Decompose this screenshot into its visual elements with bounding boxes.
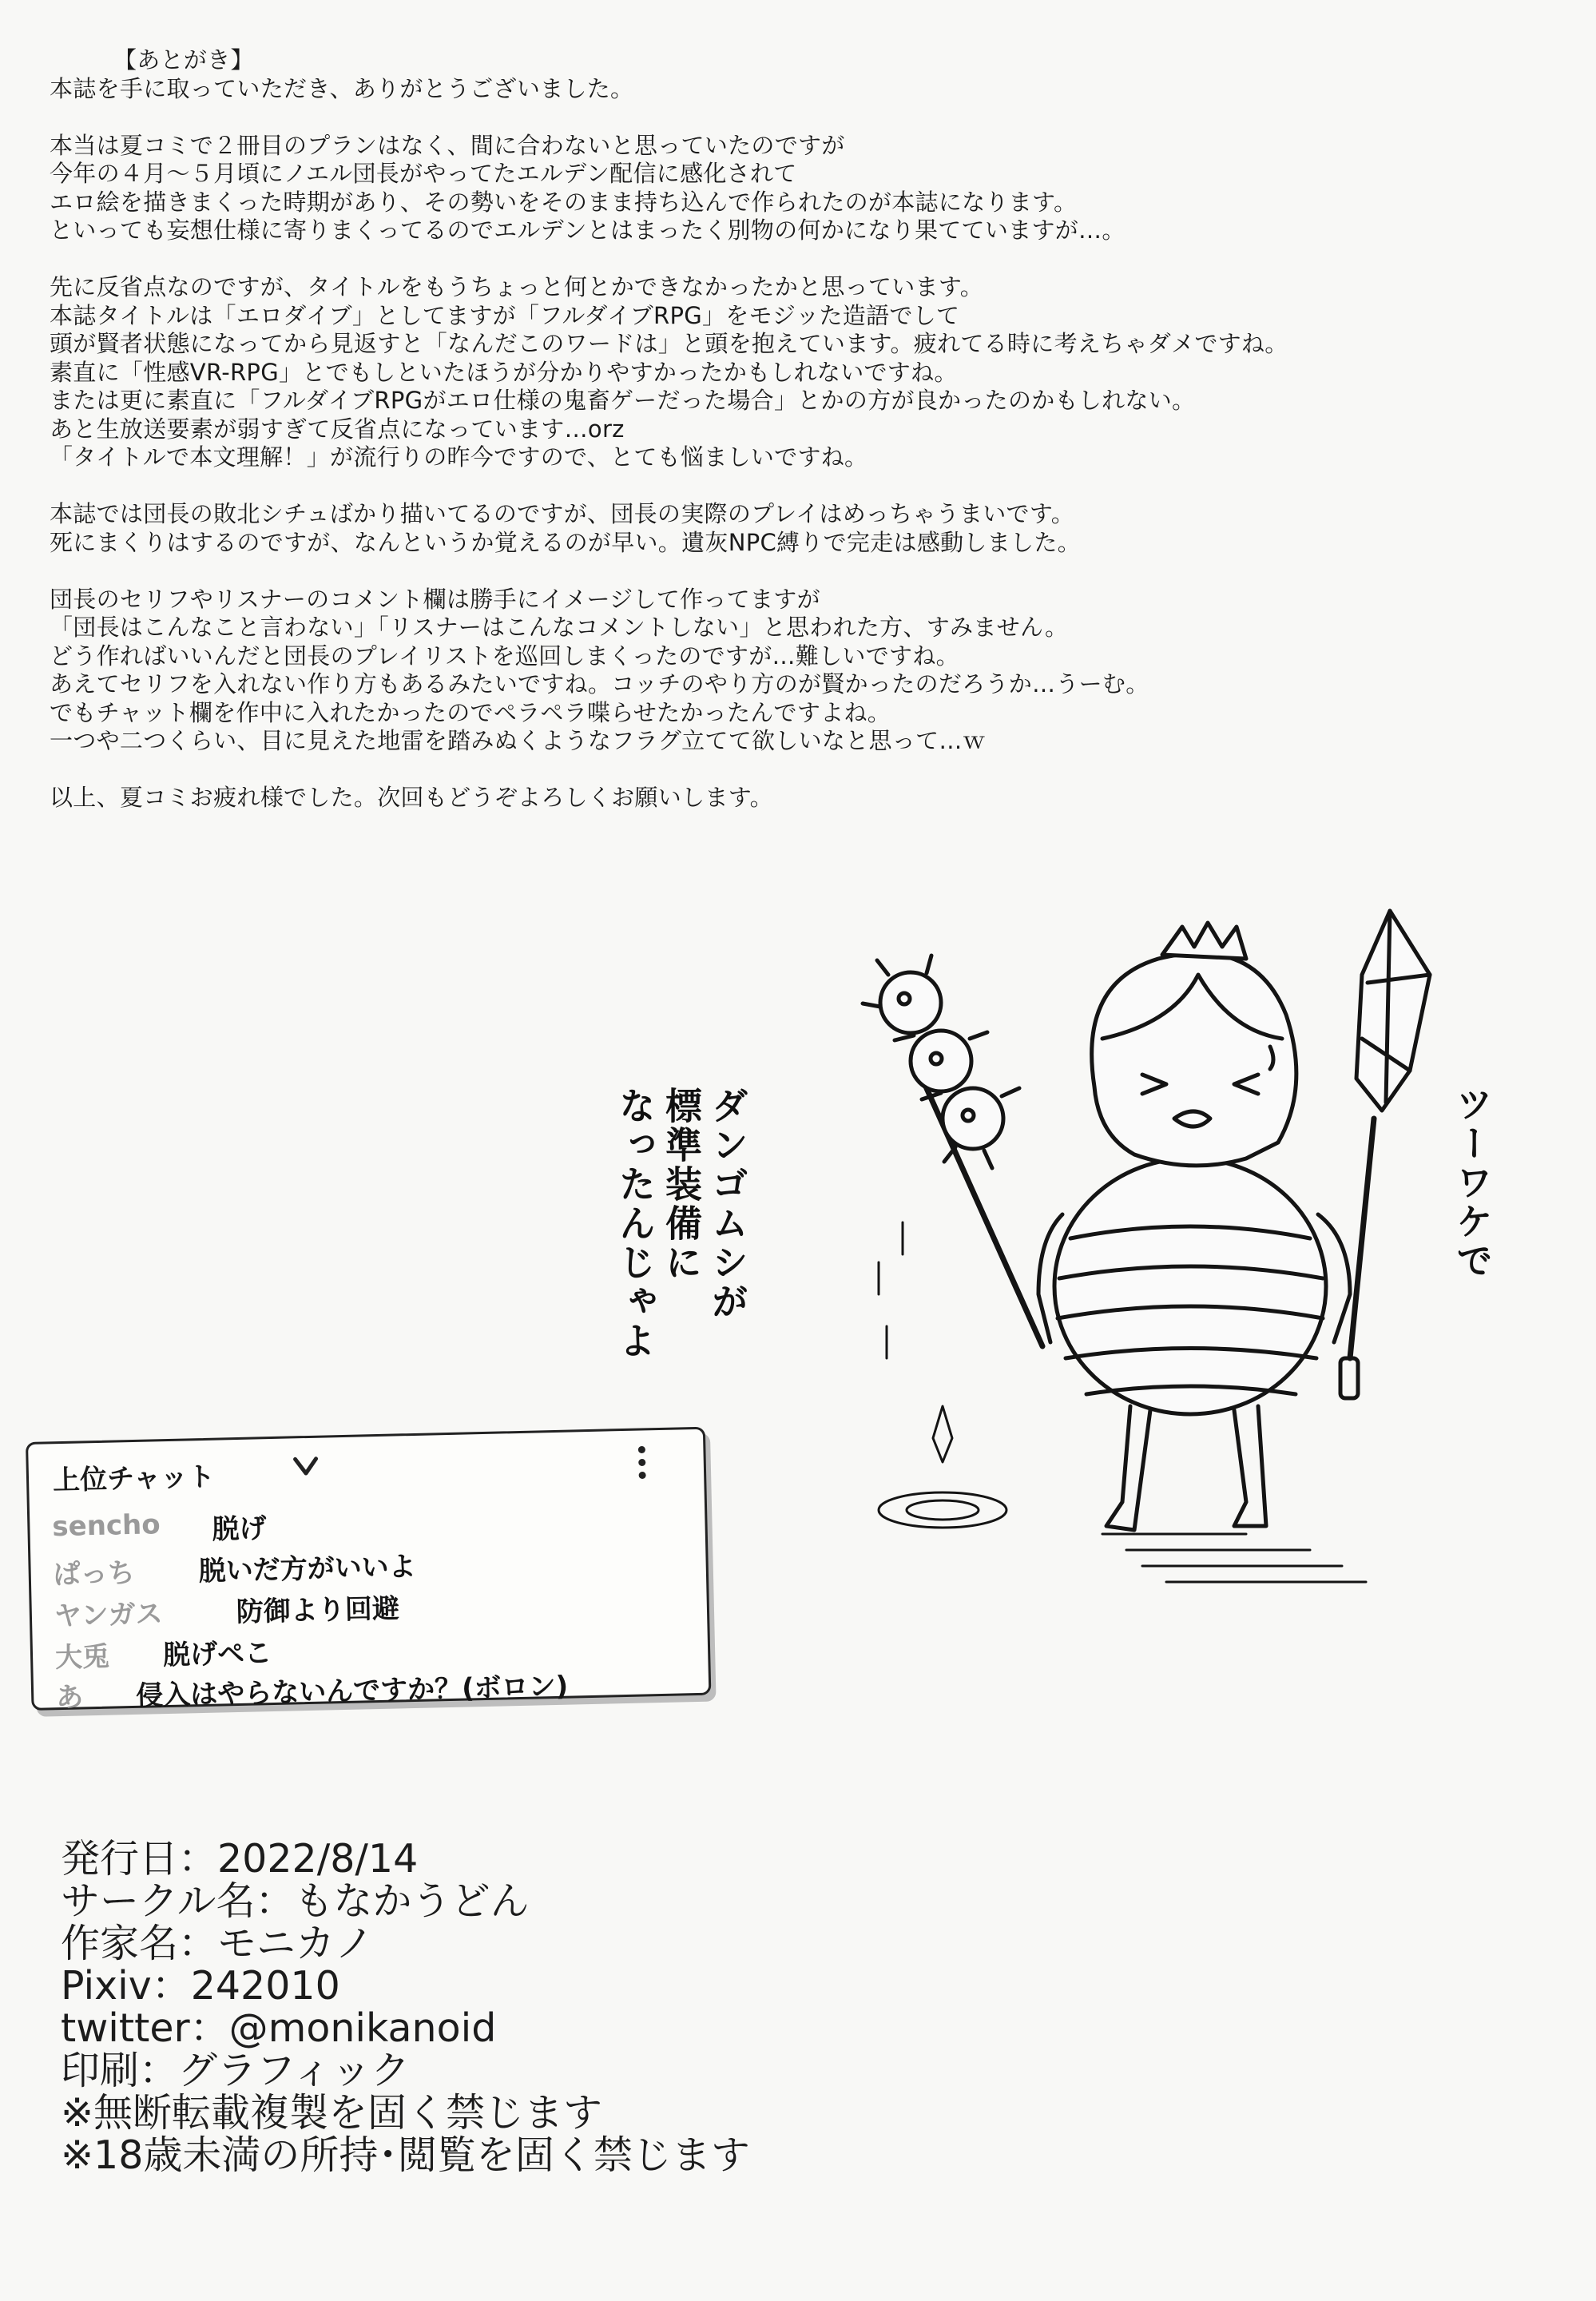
chat-message-row — [54, 1592, 400, 1633]
chat-message-row — [51, 1508, 267, 1549]
afterword-line: 「団長はこんなこと言わない」「リスナーはこんなコメントしない」と思われた方、すみません。 — [50, 614, 1069, 641]
colophon-line: twitter：@monikanoid — [61, 2005, 497, 2051]
afterword-line: 「タイトルで本文理解！」が流行りの昨今ですので、とても悩ましいですね。 — [50, 443, 868, 471]
speech-text-left — [612, 1087, 751, 1361]
afterword-line: 素直に「性感VR-RPG」とでもしといたほうが分かりやすかったかもしれないですね。 — [50, 358, 958, 386]
afterword-line: 今年の４月～５月頃にノエル団長がやってたエルデン配信に感化されて — [50, 160, 797, 187]
character-head — [1092, 923, 1296, 1166]
afterword-line: 以上、夏コミお疲れ様でした。次回もどうぞよろしくお願いします。 — [50, 784, 773, 811]
afterword-paragraph — [50, 75, 1551, 104]
afterword-line: 団長のセリフやリスナーのコメント欄は勝手にイメージして作ってますが — [50, 585, 820, 613]
chat-message-text: 脱いだ方がいいよ — [198, 1550, 417, 1588]
chat-message-text: 防御より回避 — [236, 1592, 400, 1629]
chat-panel — [26, 1427, 711, 1715]
afterword-line: 本当は夏コミで２冊目のプランはなく、間に合わないと思っていたのですが — [50, 131, 845, 159]
chat-message-row — [53, 1550, 417, 1592]
afterword-line: どう作ればいいんだと団長のプレイリストを巡回しまくったのですが…難しいですね。 — [50, 642, 959, 670]
afterword-line: 頭が賢者状態になってから見返すと「なんだこのワードは」と頭を抱えています。疲れてる時に考えちゃダメですね。 — [50, 330, 1288, 357]
afterword-paragraph — [50, 132, 1551, 245]
afterword-paragraph — [50, 273, 1551, 472]
chat-message-row — [55, 1670, 569, 1715]
afterword-line: 一つや二つくらい、目に見えた地雷を踏みぬくようなフラグ立てて欲しいなと思って…ｗ — [50, 727, 987, 754]
afterword-line: エロ絵を描きまくった時期があり、その勢いをそのまま持ち込んで作られたのが本誌になります。 — [50, 188, 1078, 216]
chat-header-title: 上位チャット — [52, 1460, 216, 1497]
afterword-line: 本誌では団長の敗北シチュばかり描いてるのですが、団長の実際のプレイはめっちゃうまいです。 — [50, 500, 1075, 527]
afterword-line: 本誌を手に取っていただき、ありがとうございました。 — [50, 74, 634, 102]
afterword-line: あと生放送要素が弱すぎて反省点になっています…orz — [50, 415, 625, 443]
chat-username: ヤンガス — [54, 1598, 164, 1633]
speech-line: ダンゴムシが — [706, 1087, 749, 1321]
character-illustration — [799, 879, 1566, 1598]
chat-message-row — [54, 1635, 272, 1675]
colophon-line: 作家名：モニカノ — [61, 1921, 375, 1966]
chat-username: ぱっち — [53, 1556, 136, 1592]
afterword-line: 本誌タイトルは「エロダイブ」としてますが「フルダイブRPG」をモジッた造語でして — [50, 301, 960, 329]
afterword-heading: 【あとがき】 — [113, 46, 254, 74]
dango-club — [863, 956, 1042, 1346]
colophon-line: ※無断転載複製を固く禁じます — [61, 2090, 603, 2136]
speech-line: 標準装備に — [660, 1087, 703, 1282]
afterword-paragraph — [50, 586, 1551, 756]
afterword-line: 死にまくりはするのですが、なんというか覚えるのが早い。遺灰NPC縛りで完走は感動しました。 — [50, 528, 1081, 556]
colophon-line: 印刷：グラフィック — [61, 2048, 411, 2093]
speech-text-right: ツーワケで — [1451, 1085, 1494, 1281]
speech-line: なったんじゃよ — [613, 1087, 657, 1361]
chat-message-text: 侵入はやらないんですか？(ボロン) — [135, 1670, 569, 1712]
crystal-staff — [1340, 911, 1430, 1398]
colophon-line: ※18歳未満の所持･閲覧を固く禁じます — [61, 2132, 750, 2178]
afterword-line: 先に反省点なのですが、タイトルをもうちょっと何とかできなかったかと思っています。 — [50, 273, 984, 300]
colophon — [61, 1838, 750, 2176]
afterword-line: または更に素直に「フルダイブRPGがエロ仕様の鬼畜ゲーだった場合」とかの方が良かったのかもしれない。 — [50, 387, 1196, 414]
afterword-line: といっても妄想仕様に寄りまくってるのでエルデンとはまったく別物の何かになり果てていますが…。 — [50, 217, 1126, 244]
chevron-down-icon[interactable] — [292, 1454, 320, 1479]
chat-username: sencho — [51, 1508, 161, 1544]
afterword-line: あえてセリフを入れない作り方もあるみたいですね。コッチのやり方のが賢かったのだろうか…うーむ。 — [50, 670, 1149, 697]
afterword-paragraph — [50, 500, 1551, 557]
colophon-line: 発行日：2022/8/14 — [61, 1836, 419, 1882]
kebab-menu-icon[interactable] — [635, 1445, 649, 1480]
character-body — [1038, 1158, 1350, 1530]
afterword-line: でもチャット欄を作中に入れたかったのでペラペラ喋らせたかったんですよね。 — [50, 698, 891, 726]
chat-username: あ — [55, 1681, 84, 1715]
colophon-line: Pixiv：242010 — [61, 1963, 340, 2009]
colophon-line: サークル名：もなかうどん — [61, 1878, 530, 1924]
chat-message-text: 脱げペこ — [162, 1637, 272, 1672]
chat-message-text: 脱げ — [212, 1512, 267, 1546]
afterword — [50, 46, 1551, 841]
chat-username: 大兎 — [54, 1640, 110, 1675]
afterword-paragraph — [50, 784, 1551, 813]
